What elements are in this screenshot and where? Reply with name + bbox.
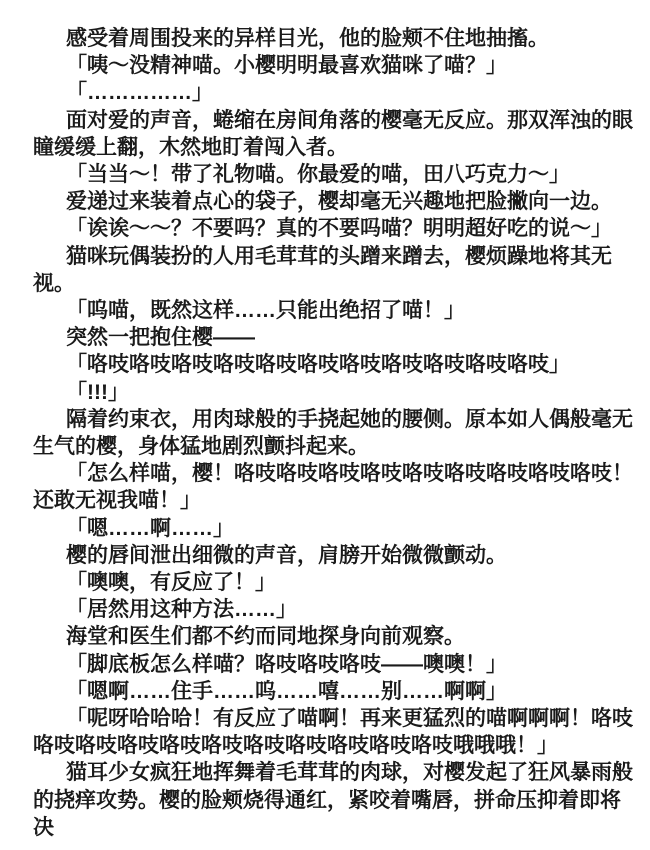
paragraph: 隔着约束衣，用肉球般的手挠起她的腰侧。原本如人偶般毫无生气的樱，身体猛地剧烈颤抖起来。 <box>33 407 633 459</box>
paragraph: 「当当～！带了礼物喵。你最爱的喵，田八巧克力～」 <box>66 163 570 187</box>
paragraph: 「嗯啊……住手……呜……嘻……别……啊啊」 <box>66 679 507 703</box>
paragraph: 面对爱的声音，蜷缩在房间角落的樱毫无反应。那双浑浊的眼瞳缓缓上翻，木然地盯着闯入者。 <box>33 108 633 159</box>
paragraph: 「噢噢，有反应了！」 <box>66 571 276 595</box>
paragraph: 「咯吱咯吱咯吱咯吱咯吱咯吱咯吱咯吱咯吱咯吱咯吱」 <box>66 353 570 377</box>
text-body <box>33 25 634 841</box>
paragraph: 爱递过来装着点心的袋子，樱却毫无兴趣地把脸撇向一边。 <box>66 190 612 214</box>
paragraph: 突然一把抱住樱—— <box>66 326 255 350</box>
paragraph: 「怎么样喵，樱！咯吱咯吱咯吱咯吱咯吱咯吱咯吱咯吱咯吱！还敢无视我喵！」 <box>33 462 633 513</box>
paragraph: 海堂和医生们都不约而同地探身向前观察。 <box>66 625 465 649</box>
paragraph: 「咦～没精神喵。小樱明明最喜欢猫咪了喵？」 <box>66 54 507 78</box>
paragraph: 猫咪玩偶装扮的人用毛茸茸的头蹭来蹭去，樱烦躁地将其无视。 <box>33 244 612 295</box>
paragraph: 「居然用这种方法……」 <box>66 598 297 622</box>
paragraph: 「呜喵，既然这样……只能出绝招了喵！」 <box>66 299 465 323</box>
paragraph: 樱的唇间泄出细微的声音，肩膀开始微微颤动。 <box>66 543 507 567</box>
paragraph: 「呢呀哈哈哈！有反应了喵啊！再来更猛烈的喵啊啊啊！咯吱咯吱咯吱咯吱咯吱咯吱咯吱咯吱咯吱咯吱咯吱哦哦哦！」 <box>33 707 633 758</box>
paragraph: 「嗯……啊……」 <box>66 516 234 540</box>
paragraph: 「脚底板怎么样喵？咯吱咯吱咯吱——噢噢！」 <box>66 652 507 676</box>
paragraph: 「诶诶～～？不要吗？真的不要吗喵？明明超好吃的说～」 <box>66 217 612 241</box>
paragraph: 猫耳少女疯狂地挥舞着毛茸茸的肉球，对樱发起了狂风暴雨般的挠痒攻势。樱的脸颊烧得通红，紧咬着嘴唇，拼命压抑着即将决 <box>33 761 633 839</box>
paragraph: 「!!!」 <box>66 380 129 404</box>
paragraph: 「……………」 <box>66 81 213 105</box>
paragraph: 感受着周围投来的异样目光，他的脸颊不住地抽搐。 <box>66 27 549 50</box>
